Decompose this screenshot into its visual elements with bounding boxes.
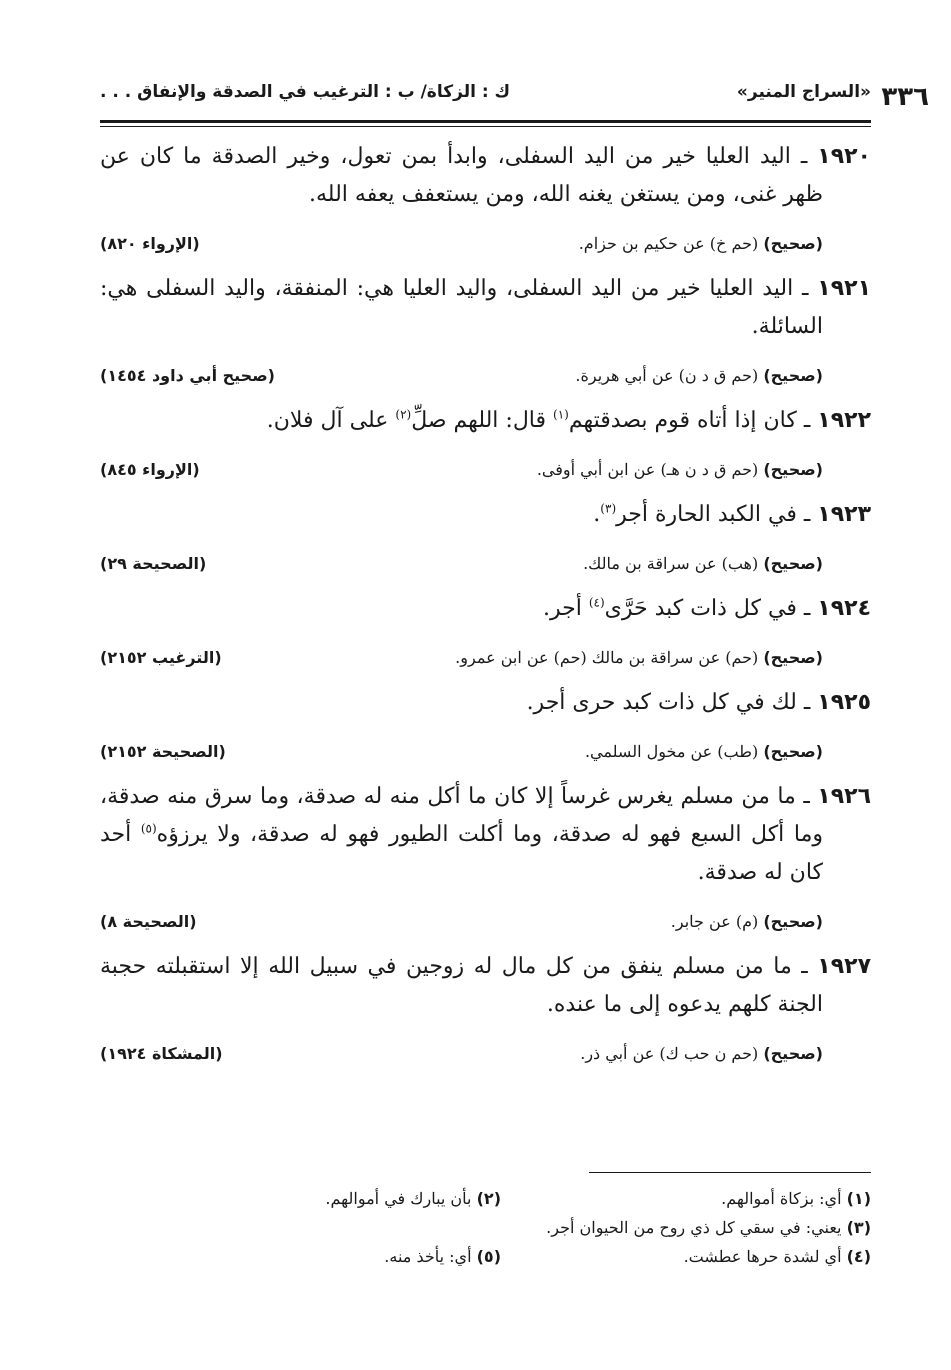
hadith-text — [100, 138, 871, 214]
header-rule-thick — [100, 120, 871, 123]
footnote — [721, 1184, 871, 1213]
hadith-body: لك في كل ذات كبد حرى أجر. — [526, 690, 797, 715]
hadith-entry — [100, 270, 871, 394]
grade-and-source — [580, 1036, 823, 1072]
source-line — [100, 904, 871, 940]
source-line — [100, 226, 871, 262]
grade-and-source — [537, 452, 823, 488]
footnote-number: (١) — [846, 1189, 871, 1208]
page-header — [100, 72, 929, 118]
footnote — [684, 1242, 871, 1271]
footnote-text: يعني: في سقي كل ذي روح من الحيوان أجر. — [546, 1218, 842, 1237]
reference: (الصحيحة ٢٩) — [100, 554, 207, 573]
grade: (صحيح) — [763, 460, 823, 479]
hadith-body: في الكبد الحارة أجر — [616, 502, 797, 527]
hadith-entry — [100, 948, 871, 1072]
source-line — [100, 546, 871, 582]
grade: (صحيح) — [763, 554, 823, 573]
hadith-text — [100, 270, 871, 346]
source: (حم خ) عن حكيم بن حزام. — [578, 234, 759, 253]
reference: (الصحيحة ٨) — [100, 912, 197, 931]
footnote-marker: (١) — [553, 407, 569, 422]
grade: (صحيح) — [763, 234, 823, 253]
hadith-body: ما من مسلم يغرس غرساً إلا كان ما أكل منه له صدقة، وما سرق منه صدقة، وما أكل السبع فهو له صدقة، وما أكلت الطيور فهو له صدقة، ولا يرزؤه — [100, 784, 823, 847]
separator: ـ — [793, 276, 818, 301]
hadith-text — [100, 496, 871, 534]
hadith-body: اليد العليا خير من اليد السفلى، واليد العليا هي: المنفقة، واليد السفلى هي: السائلة. — [100, 276, 823, 339]
hadith-entry — [100, 684, 871, 770]
footnote — [546, 1213, 871, 1242]
hadith-entry — [100, 590, 871, 676]
reference: (الإرواء ٨٤٥) — [100, 460, 200, 479]
footnote-marker: (٥) — [140, 821, 157, 836]
hadith-text — [100, 684, 871, 722]
footnote-row — [100, 1242, 871, 1271]
footnote-text: أي لشدة حرها عطشت. — [683, 1247, 842, 1266]
separator: ـ — [796, 408, 818, 433]
hadith-number: ١٩٢٧ — [817, 954, 871, 979]
footnote-row — [100, 1213, 871, 1242]
source-line — [100, 1036, 871, 1072]
hadith-number: ١٩٢٥ — [817, 690, 871, 715]
footnote-text: بأن يبارك في أموالهم. — [325, 1189, 472, 1208]
source: (حم ق د ن) عن أبي هريرة. — [575, 366, 759, 385]
hadith-number: ١٩٢٣ — [817, 502, 871, 527]
hadith-text — [100, 778, 871, 892]
header-rule-thin — [100, 126, 871, 127]
footnote-text: أي: يأخذ منه. — [384, 1247, 472, 1266]
source-line — [100, 358, 871, 394]
footnotes — [100, 1184, 871, 1271]
source-line — [100, 734, 871, 770]
hadith-text — [100, 948, 871, 1024]
hadith-body: أجر. — [542, 596, 589, 621]
hadith-entry — [100, 496, 871, 582]
reference: (المشكاة ١٩٢٤) — [100, 1044, 223, 1063]
footnote-number: (٥) — [476, 1247, 501, 1266]
hadith-body: قال: اللهم صلِّ — [411, 408, 554, 433]
footnote-number: (٣) — [846, 1218, 871, 1237]
footnote-number: (٢) — [476, 1189, 501, 1208]
hadith-list — [100, 138, 871, 1080]
footnote-marker: (٣) — [600, 501, 617, 516]
grade-and-source — [575, 358, 823, 394]
source-line — [100, 452, 871, 488]
separator: ـ — [796, 690, 818, 715]
hadith-number: ١٩٢٦ — [817, 784, 871, 809]
hadith-body: كان إذا أتاه قوم بصدقتهم — [568, 408, 797, 433]
hadith-number: ١٩٢١ — [817, 276, 871, 301]
hadith-body: . — [593, 502, 601, 527]
running-head: ك : الزكاة/ ب : الترغيب في الصدقة والإنفاق . . . — [100, 82, 511, 102]
grade-and-source — [583, 546, 823, 582]
source: (م) عن جابر. — [670, 912, 759, 931]
separator: ـ — [796, 596, 818, 621]
source: (حم) عن سراقة بن مالك (حم) عن ابن عمرو. — [455, 648, 759, 667]
hadith-number: ١٩٢٠ — [817, 144, 871, 169]
hadith-body: على آل فلان. — [266, 408, 396, 433]
source: (هب) عن سراقة بن مالك. — [583, 554, 759, 573]
footnote — [384, 1242, 501, 1271]
footnote-separator — [589, 1172, 871, 1173]
footnote-row — [100, 1184, 871, 1213]
hadith-number: ١٩٢٤ — [817, 596, 871, 621]
footnote — [325, 1184, 501, 1213]
grade-and-source — [671, 904, 823, 940]
hadith-body: في كل ذات كبد حَرَّى — [604, 596, 797, 621]
reference: (الصحيحة ٢١٥٢) — [100, 742, 226, 761]
source-line — [100, 640, 871, 676]
source: (طب) عن مخول السلمي. — [584, 742, 759, 761]
hadith-entry — [100, 138, 871, 262]
grade: (صحيح) — [763, 742, 823, 761]
hadith-entry — [100, 778, 871, 940]
hadith-text — [100, 402, 871, 440]
hadith-number: ١٩٢٢ — [817, 408, 871, 433]
separator: ـ — [790, 144, 818, 169]
book-title: «السراج المنير» — [736, 82, 871, 102]
separator: ـ — [795, 784, 818, 809]
hadith-text — [100, 590, 871, 628]
footnote-text: أي: بزكاة أموالهم. — [721, 1189, 842, 1208]
page-number: ٣٣٦ — [881, 82, 929, 112]
source: (حم ق د ن هـ) عن ابن أبي أوفى. — [536, 460, 759, 479]
footnote-marker: (٤) — [588, 595, 605, 610]
hadith-body: ما من مسلم ينفق من كل مال له زوجين في سبيل الله إلا استقبلته حجبة الجنة كلهم يدعوه إلى ما عنده. — [100, 954, 823, 1017]
grade: (صحيح) — [763, 912, 823, 931]
grade-and-source — [579, 226, 823, 262]
hadith-body: اليد العليا خير من اليد السفلى، وابدأ بمن تعول، وخير الصدقة ما كان عن ظهر غنى، ومن يستغن يغنه الله، ومن يستعفف يعفه الله. — [100, 144, 823, 207]
grade: (صحيح) — [763, 1044, 823, 1063]
hadith-body: أحد كان له صدقة. — [100, 822, 823, 885]
separator: ـ — [796, 502, 818, 527]
reference: (الترغيب ٢١٥٢) — [100, 648, 222, 667]
reference: (الإرواء ٨٢٠) — [100, 234, 200, 253]
grade-and-source — [455, 640, 823, 676]
footnote-marker: (٢) — [395, 407, 412, 422]
separator: ـ — [791, 954, 818, 979]
hadith-entry — [100, 402, 871, 488]
grade: (صحيح) — [763, 366, 823, 385]
grade: (صحيح) — [763, 648, 823, 667]
source: (حم ن حب ك) عن أبي ذر. — [580, 1044, 759, 1063]
grade-and-source — [585, 734, 823, 770]
reference: (صحيح أبي داود ١٤٥٤) — [100, 366, 275, 385]
footnote-number: (٤) — [846, 1247, 871, 1266]
